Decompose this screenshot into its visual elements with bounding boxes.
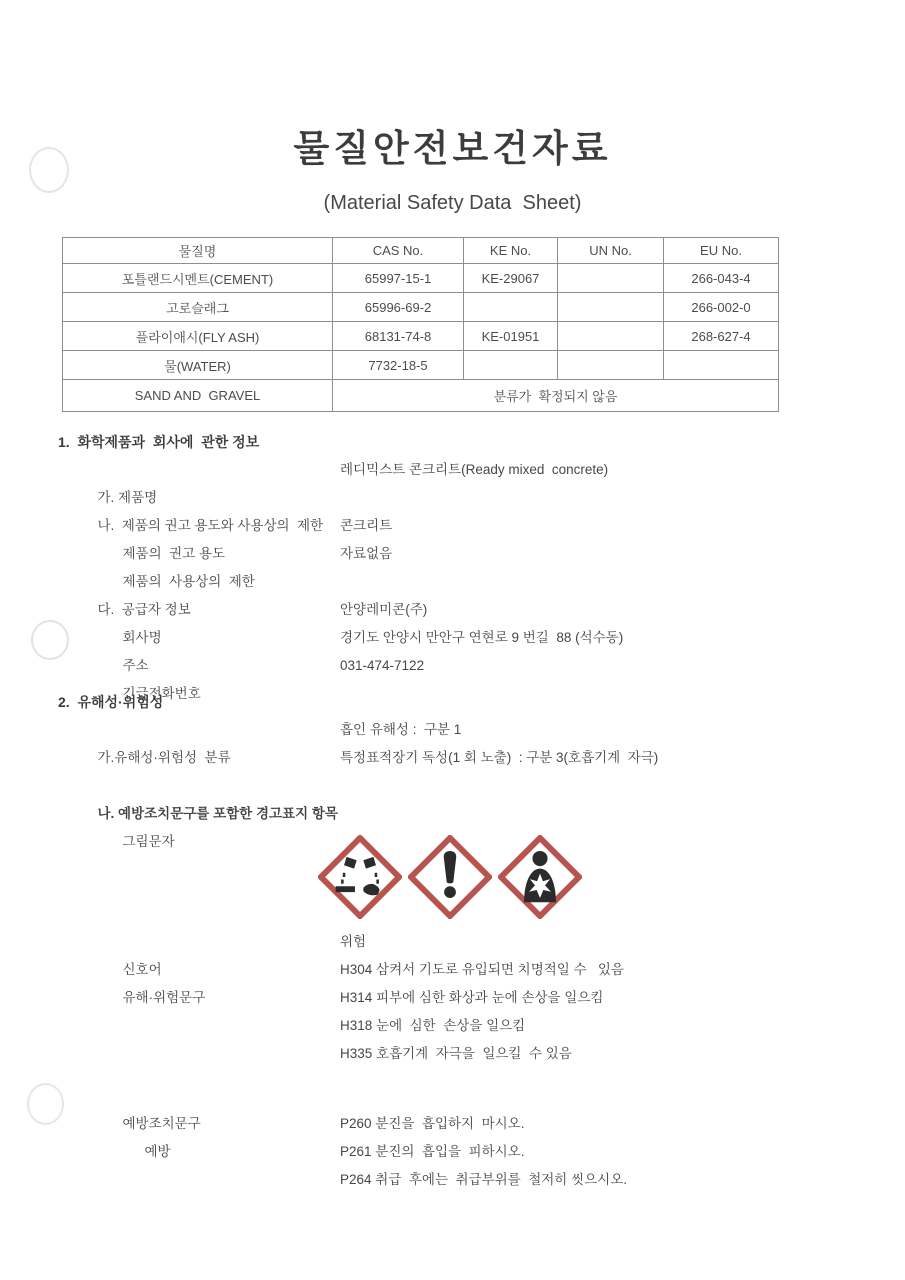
- label-items-label: 나. 예방조치문구를 포함한 경고표지 항목: [97, 806, 338, 821]
- phone-row: [58, 652, 905, 701]
- substance-name: SAND AND GRAVEL: [63, 380, 333, 412]
- prevention-row: [58, 1138, 905, 1166]
- recommended-use-value: 콘크리트: [340, 518, 393, 533]
- ghs05-corrosion-icon: [318, 835, 402, 919]
- document-subtitle: (Material Safety Data Sheet): [323, 192, 582, 214]
- hazard-statements-label: 유해·위험문구: [122, 990, 206, 1005]
- ghs08-health-hazard-icon: [498, 835, 582, 919]
- use-restriction-label: 나. 제품의 권고 용도와 사용상의 제한: [97, 518, 324, 533]
- cas-no: 65996-69-2: [333, 293, 464, 322]
- classification-value-2: 특정표적장기 독성(1 회 노출) : 구분 3(호흡기계 자극): [340, 750, 659, 765]
- address-label: 주소: [122, 658, 149, 673]
- signal-word-value: 위험: [340, 934, 367, 949]
- table-row: [63, 264, 779, 293]
- ke-no: KE-01951: [464, 322, 558, 351]
- col-header-cas: CAS No.: [333, 238, 464, 264]
- col-header-eu: EU No.: [664, 238, 779, 264]
- section1-heading: 1. 화학제품과 회사에 관한 정보: [58, 434, 260, 450]
- col-header-ke: KE No.: [464, 238, 558, 264]
- ghs07-exclamation-mark-icon: [408, 835, 492, 919]
- un-no: [558, 264, 664, 293]
- hazard-statement-row: [58, 1040, 905, 1068]
- cas-no: 68131-74-8: [333, 322, 464, 351]
- label-items-row: [58, 772, 905, 821]
- col-header-un: UN No.: [558, 238, 664, 264]
- hazard-statement-h304: H304 삼켜서 기도로 유입되면 치명적일 수 있음: [340, 962, 624, 977]
- ke-no: KE-29067: [464, 264, 558, 293]
- product-name-label: 가. 제품명: [97, 490, 158, 505]
- table-row: [63, 293, 779, 322]
- recommended-use-label: 제품의 권고 용도: [122, 546, 226, 561]
- classification-value-1: 흡인 유해성 : 구분 1: [340, 722, 462, 737]
- document-title: 물질안전보건자료: [293, 128, 612, 169]
- eu-no: [664, 351, 779, 380]
- address-value: 경기도 안양시 만안구 연현로 9 번길 88 (석수동): [340, 630, 624, 645]
- cas-no: 65997-15-1: [333, 264, 464, 293]
- table-header-row: [63, 238, 779, 264]
- prevention-row: [58, 1166, 905, 1194]
- ghs-pictograms: [318, 834, 905, 920]
- signal-word-label: 신호어: [122, 962, 162, 977]
- substance-name: 물(WATER): [63, 351, 333, 380]
- phone-label: 긴급전화번호: [122, 686, 201, 701]
- ke-no: [464, 293, 558, 322]
- supplier-label: 다. 공급자 정보: [97, 602, 191, 617]
- hazard-statement-h335: H335 호흡기계 자극을 일으킬 수 있음: [340, 1046, 572, 1061]
- pictogram-label: 그림문자: [122, 834, 175, 849]
- ke-no: [464, 351, 558, 380]
- company-label: 회사명: [122, 630, 162, 645]
- col-header-substance: 물질명: [63, 238, 333, 264]
- eu-no: 268-627-4: [664, 322, 779, 351]
- table-row: [63, 322, 779, 351]
- un-no: [558, 293, 664, 322]
- substance-table: [62, 237, 779, 412]
- table-row: [63, 380, 779, 412]
- product-name-row: [58, 456, 905, 505]
- substance-name: 포틀랜드시멘트(CEMENT): [63, 264, 333, 293]
- classification-label: 가.유해성·위험성 분류: [97, 750, 231, 765]
- un-no: [558, 351, 664, 380]
- eu-no: 266-002-0: [664, 293, 779, 322]
- prevention-statement-p261: P261 분진의 흡입을 피하시오.: [340, 1144, 525, 1159]
- substance-name: 고로슬래그: [63, 293, 333, 322]
- prevention-statement-p260: P260 분진을 흡입하지 마시오.: [340, 1116, 525, 1131]
- restriction-value: 자료없음: [340, 546, 393, 561]
- cas-no: 7732-18-5: [333, 351, 464, 380]
- prevention-label: 예방: [144, 1144, 171, 1159]
- hazard-statement-h314: H314 피부에 심한 화상과 눈에 손상을 일으킴: [340, 990, 604, 1005]
- product-name-value: 레디믹스트 콘크리트(Ready mixed concrete): [340, 462, 609, 477]
- document-body: [58, 428, 905, 1194]
- table-row: [63, 351, 779, 380]
- eu-no: 266-043-4: [664, 264, 779, 293]
- hazard-statement-row: [58, 1012, 905, 1040]
- punch-hole: [29, 147, 69, 193]
- company-value: 안양레미콘(주): [340, 602, 428, 617]
- pictogram-label-row: [58, 800, 905, 849]
- phone-value: 031-474-7122: [340, 658, 425, 673]
- hazard-statement-row: [58, 984, 905, 1012]
- substance-name: 플라이애시(FLY ASH): [63, 322, 333, 351]
- section2-heading: 2. 유해성·위험성: [58, 694, 164, 710]
- classification-note: 분류가 확정되지 않음: [333, 380, 779, 412]
- precautionary-label: 예방조치문구: [122, 1116, 201, 1131]
- hazard-statement-h318: H318 눈에 심한 손상을 일으킴: [340, 1018, 526, 1033]
- classification-row-2: [58, 744, 905, 772]
- prevention-statement-p264: P264 취급 후에는 취급부위를 철저히 씻으시오.: [340, 1172, 627, 1187]
- restriction-row: [58, 540, 905, 589]
- restriction-label: 제품의 사용상의 제한: [122, 574, 255, 589]
- un-no: [558, 322, 664, 351]
